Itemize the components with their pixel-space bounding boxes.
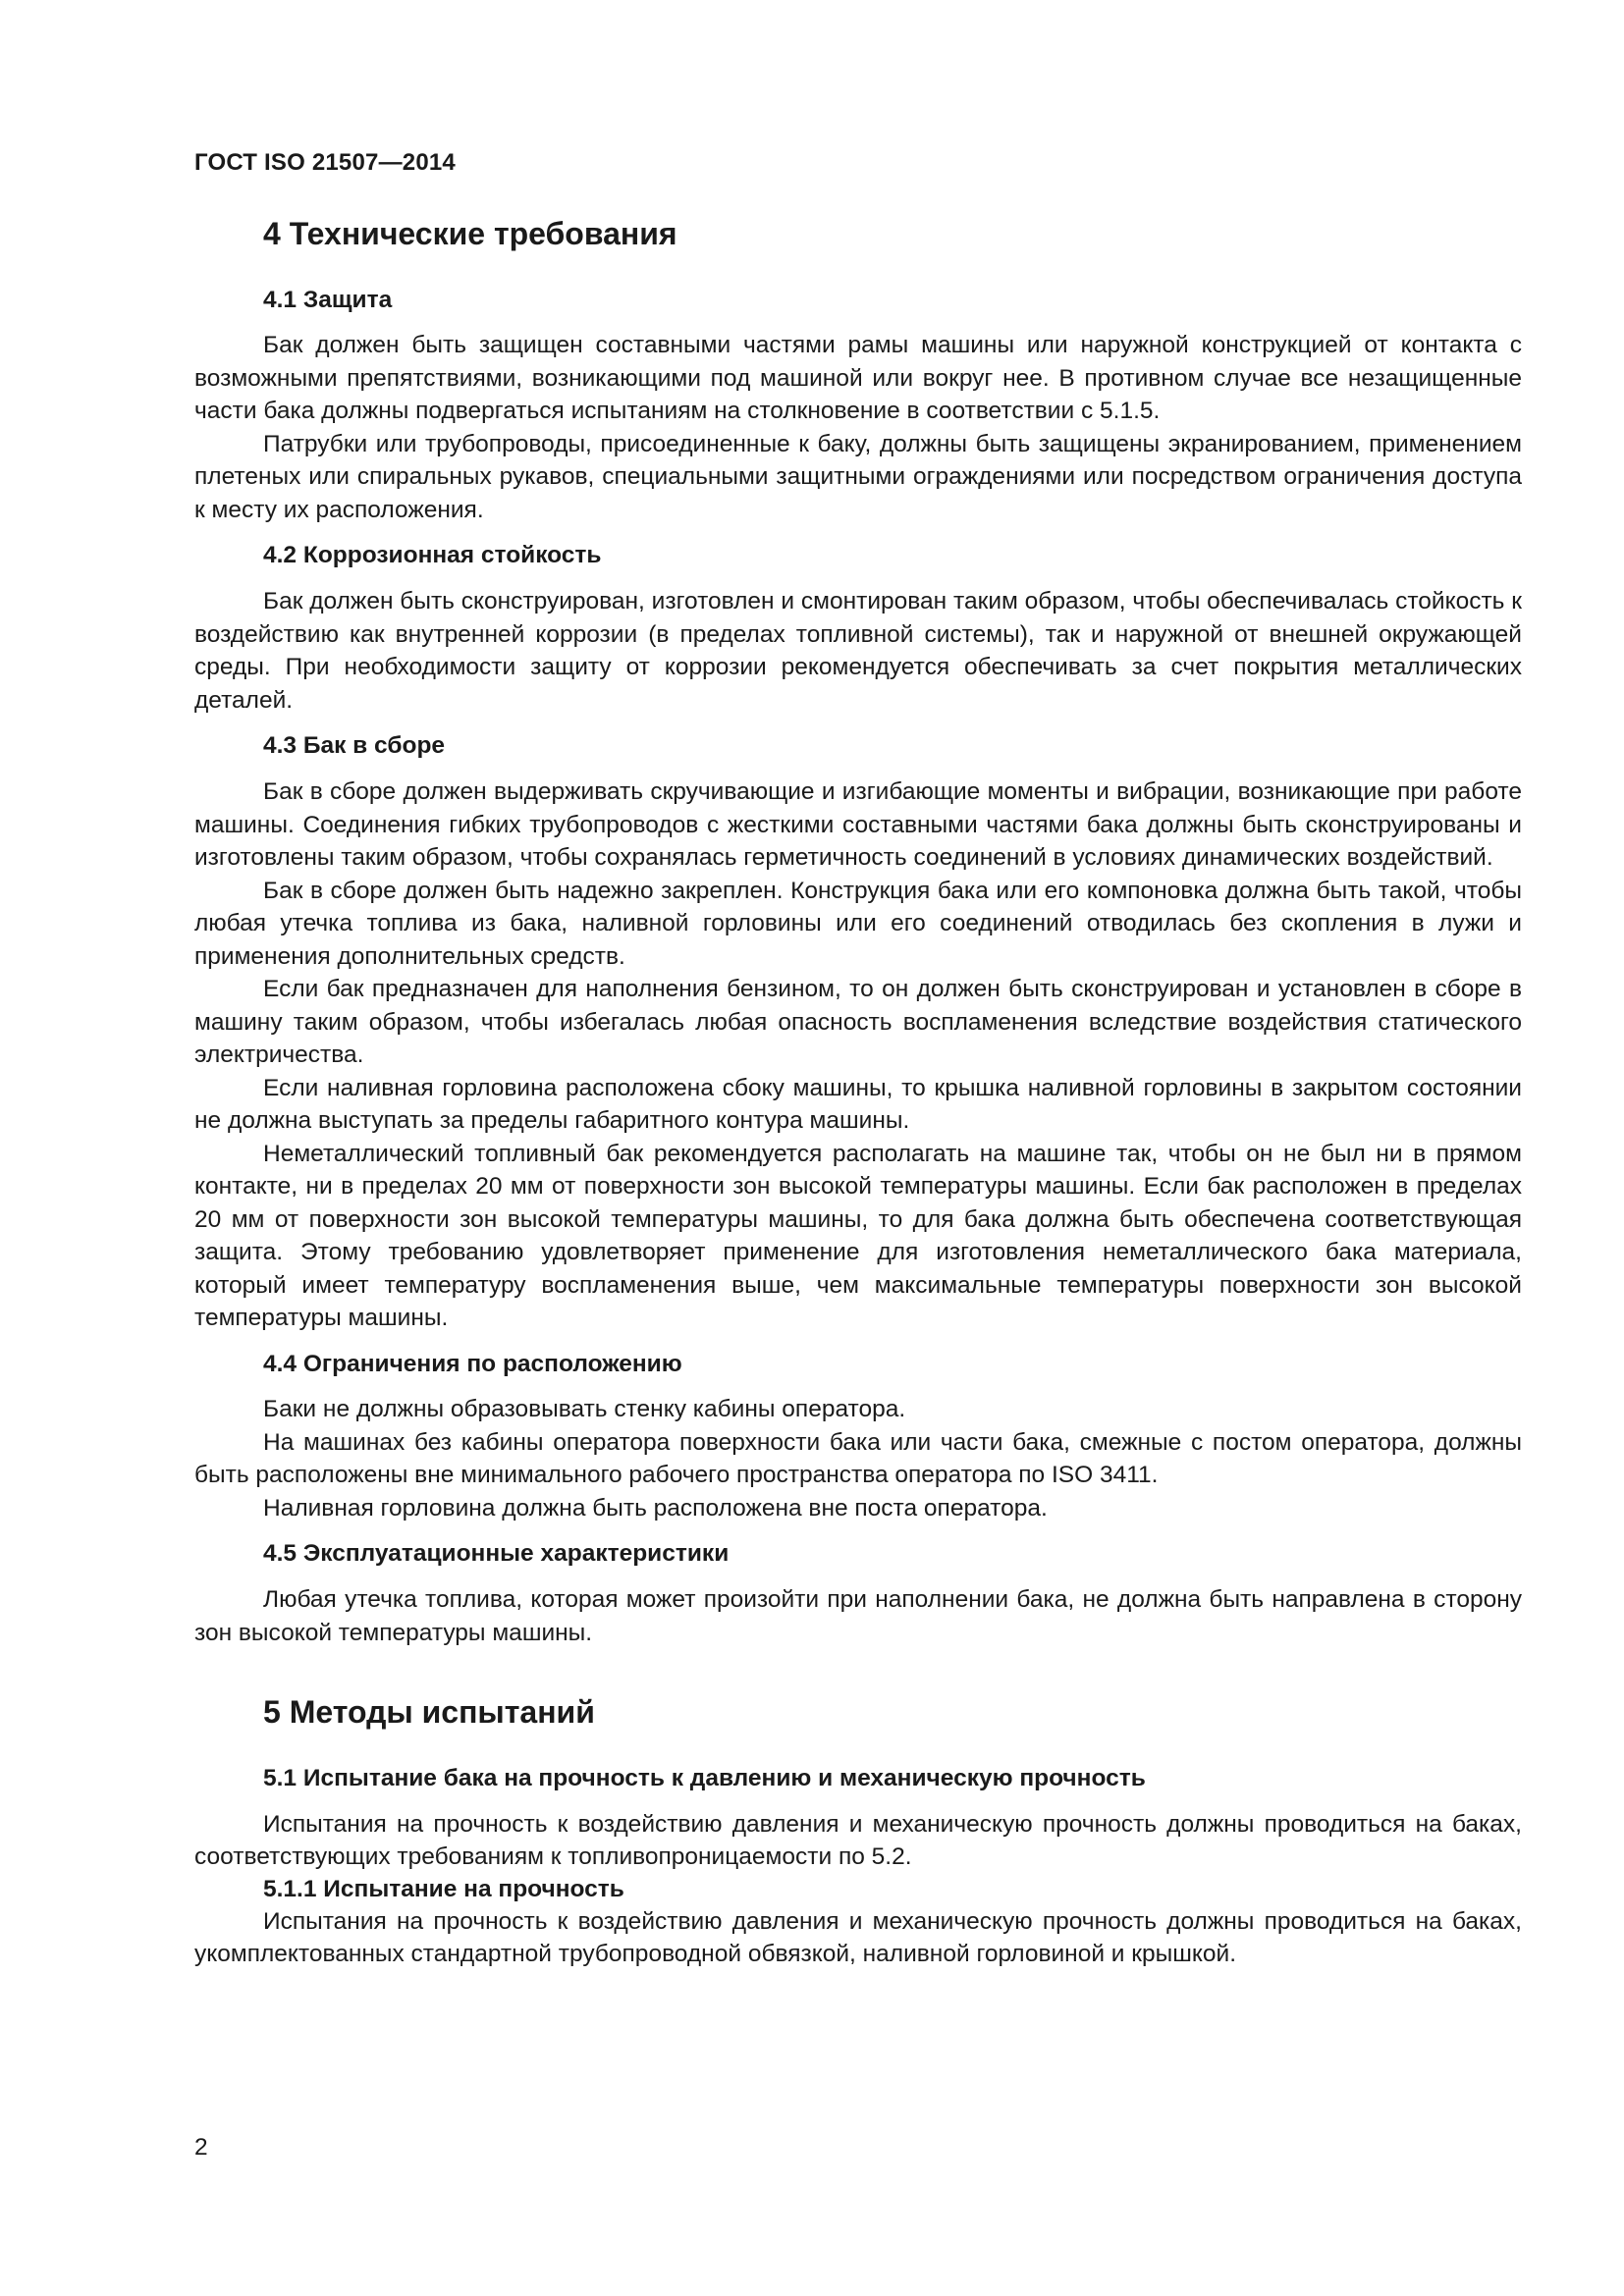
section-5-1-paragraph-1: Испытания на прочность к воздействию давления и механическую прочность должны проводиться на баках, соответствующих требованиям к топливопроницаемости по 5.2. xyxy=(194,1810,1522,1871)
page-number: 2 xyxy=(194,2134,208,2161)
section-4-4-paragraph-2: На машинах без кабины оператора поверхности бака или части бака, смежные с постом оператора, должны быть расположены вне минимального рабочего пространства оператора по ISO 3411. xyxy=(194,1428,1522,1489)
section-4-2-paragraph-1: Бак должен быть сконструирован, изготовлен и смонтирован таким образом, чтобы обеспечивалась стойкость к воздействию как внутренней коррозии (в пределах топливной системы), так и наружной от внешней окружающей среды. При необходимости защиту от коррозии рекомендуется обеспечивать за счет покрытия металлических деталей. xyxy=(194,588,1522,714)
section-4-1-title: 4.1 Защита xyxy=(263,286,393,313)
section-5-1-1-title: 5.1.1 Испытание на прочность xyxy=(263,1875,624,1902)
section-5-1-1-paragraph-1: Испытания на прочность к воздействию давления и механическую прочность должны проводиться на баках, укомплектованных стандартной трубопроводной обвязкой, наливной горловиной и крышкой. xyxy=(194,1907,1522,1968)
section-4-3-paragraph-5: Неметаллический топливный бак рекомендуется располагать на машине так, чтобы он не был ни в прямом контакте, ни в пределах 20 мм от поверхности зон высокой температуры машины. Если бак расположен в пределах 20 мм от поверхности зон высокой температуры машины, то для бака должна быть обеспечена соответствующая защита. Этому требованию удовлетворяет применение для изготовления неметаллического бака материала, который имеет температуру воспламенения выше, чем максимальные температуры поверхности зон высокой температуры машины. xyxy=(194,1140,1522,1332)
section-4-5-title: 4.5 Эксплуатационные характеристики xyxy=(263,1540,730,1568)
section-4-1-paragraph-1: Бак должен быть защищен составными частями рамы машины или наружной конструкцией от контакта с возможными препятствиями, возникающими под машиной или вокруг нее. В противном случае все незащищенные части бака должны подвергаться испытаниям на столкновение в соответствии с 5.1.5. xyxy=(194,332,1522,425)
section-4-3-paragraph-1: Бак в сборе должен выдерживать скручивающие и изгибающие моменты и вибрации, возникающие при работе машины. Соединения гибких трубопроводов с жесткими составными частями бака должны быть сконструированы и изготовлены таким образом, чтобы сохранялась герметичность соединений в условиях динамических воздействий. xyxy=(194,778,1522,872)
section-4-2-title: 4.2 Коррозионная стойкость xyxy=(263,542,602,569)
section-4-title: 4 Технические требования xyxy=(263,216,677,251)
section-4-3-paragraph-4: Если наливная горловина расположена сбоку машины, то крышка наливной горловины в закрытом состоянии не должна выступать за пределы габаритного контура машины. xyxy=(194,1074,1522,1135)
section-5-1-title: 5.1 Испытание бака на прочность к давлению и механическую прочность xyxy=(263,1764,1146,1791)
section-4-4-paragraph-3: Наливная горловина должна быть расположена вне поста оператора. xyxy=(263,1494,1048,1522)
document-code-header: ГОСТ ISO 21507—2014 xyxy=(194,149,456,176)
section-4-4-title: 4.4 Ограничения по расположению xyxy=(263,1350,682,1377)
section-4-5-paragraph-1: Любая утечка топлива, которая может произойти при наполнении бака, не должна быть направлена в сторону зон высокой температуры машины. xyxy=(194,1586,1522,1646)
section-4-3-title: 4.3 Бак в сборе xyxy=(263,732,446,760)
section-4-3-paragraph-2: Бак в сборе должен быть надежно закреплен. Конструкция бака или его компоновка должна быть такой, чтобы любая утечка топлива из бака, наливной горловины или его соединений отводилась без скопления в лужи и применения дополнительных средств. xyxy=(194,877,1522,970)
section-4-4-paragraph-1: Баки не должны образовывать стенку кабины оператора. xyxy=(263,1396,906,1423)
page-content xyxy=(194,214,1522,1971)
section-5-title: 5 Методы испытаний xyxy=(263,1694,595,1731)
section-4-1-paragraph-2: Патрубки или трубопроводы, присоединенные к баку, должны быть защищены экранированием, применением плетеных или спиральных рукавов, специальными защитными ограждениями или посредством ограничения доступа к месту их расположения. xyxy=(194,430,1522,523)
section-4-3-paragraph-3: Если бак предназначен для наполнения бензином, то он должен быть сконструирован и установлен в сборе в машину таким образом, чтобы избегалась любая опасность воспламенения вследствие воздействия статического электричества. xyxy=(194,976,1522,1069)
